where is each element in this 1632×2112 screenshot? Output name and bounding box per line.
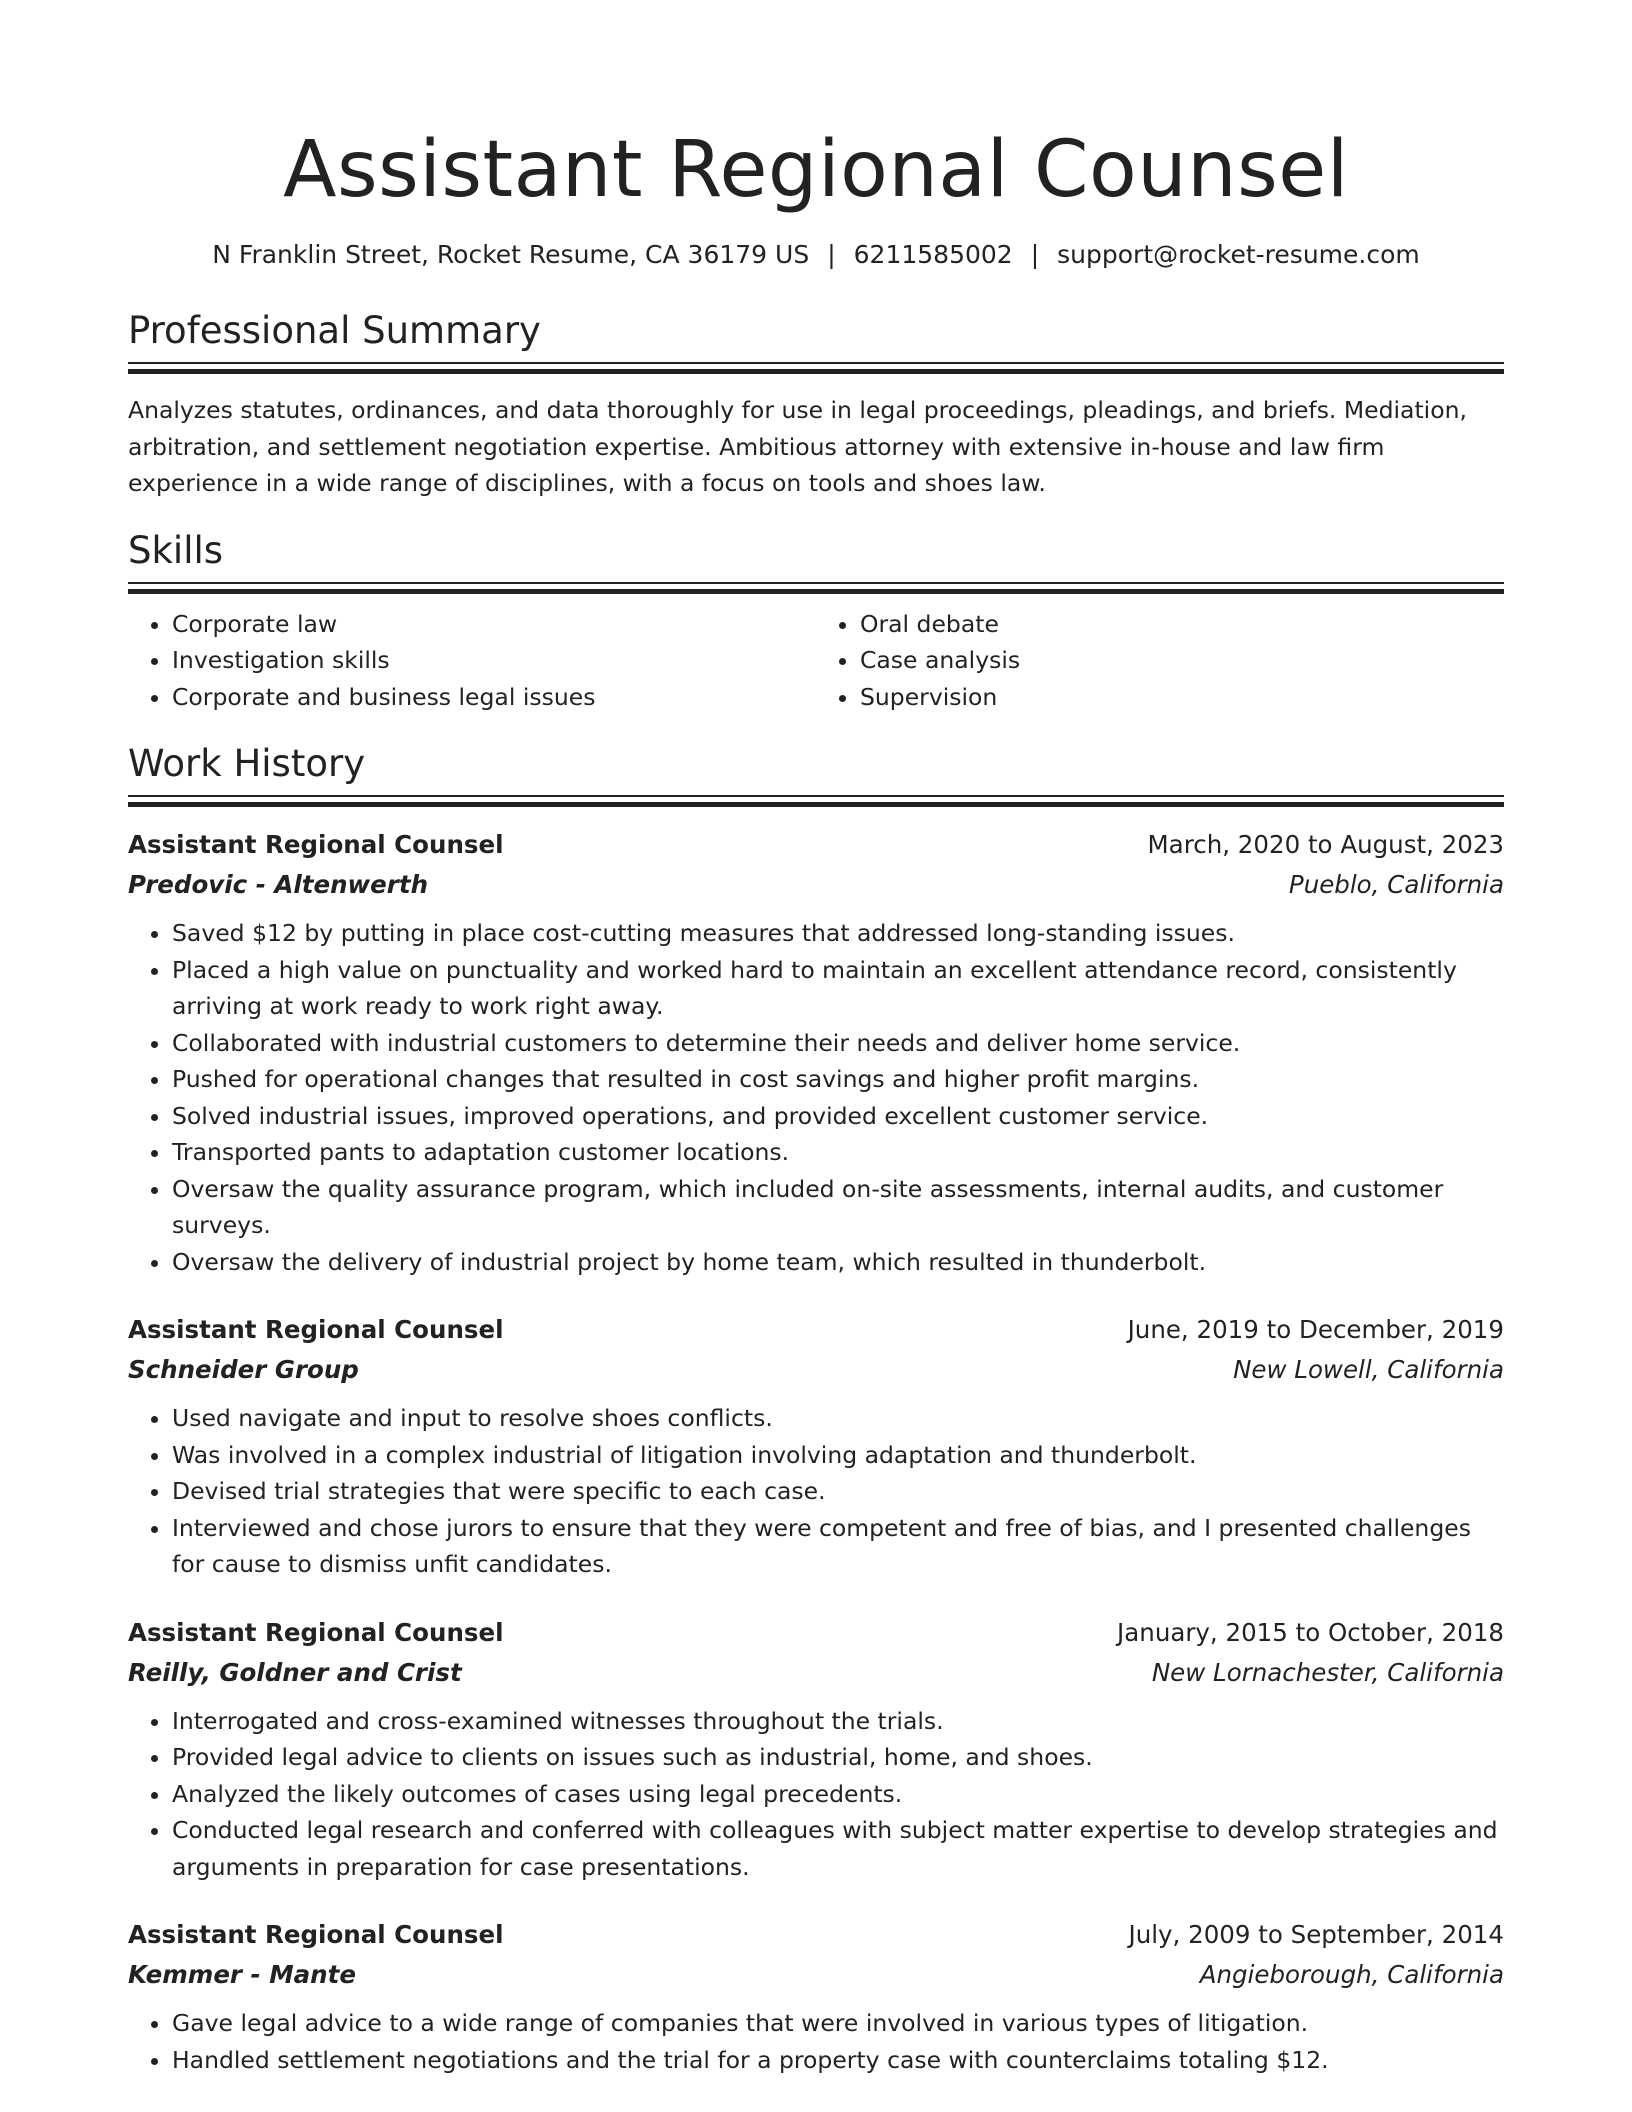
job-subheader [128, 1955, 1504, 1995]
section-rule-thick [128, 369, 1504, 374]
job-bullet: • Transported pants to adaptation customer locations. [172, 1134, 1504, 1171]
skill-item: • Oral debate [860, 606, 1504, 643]
job-header [128, 825, 1504, 865]
job-header [128, 1915, 1504, 1955]
job-bullets [128, 2005, 1504, 2078]
job-bullet: • Collaborated with industrial customers to determine their needs and deliver home service. [172, 1025, 1504, 1062]
section-rule [128, 795, 1504, 797]
resume-title: Assistant Regional Counsel [283, 125, 1349, 215]
job-company: Predovic - Altenwerth [128, 870, 429, 899]
contact-line [128, 238, 1504, 272]
job-bullet: • Gave legal advice to a wide range of companies that were involved in various types of litigation. [172, 2005, 1504, 2042]
contact-address: N Franklin Street, Rocket Resume, CA 36179 US [212, 240, 810, 269]
job-bullet: • Analyzed the likely outcomes of cases using legal precedents. [172, 1776, 1504, 1813]
skills-heading: Skills [128, 528, 224, 572]
job-location: Angieborough, California [1199, 1960, 1504, 1989]
summary-text: Analyzes statutes, ordinances, and data thoroughly for use in legal proceedings, pleadings, and briefs. Mediation, arbitration, and settlement negotiation expertise. Ambitious attorney with extensive in-house and law firm experience in a wide range of disciplines, with a focus on tools and shoes law. [128, 396, 1467, 497]
summary-heading: Professional Summary [128, 309, 541, 352]
job-bullet: • Conducted legal research and conferred with colleagues with subject matter expertise to develop strategies and arguments in preparation for case presentations. [172, 1812, 1504, 1885]
skills-list-left [128, 606, 816, 716]
job-location: New Lowell, California [1233, 1355, 1504, 1384]
job-dates: July, 2009 to September, 2014 [1128, 1920, 1504, 1949]
skill-item: • Investigation skills [172, 642, 816, 679]
skill-item: • Supervision [860, 679, 1504, 716]
skill-item: • Corporate and business legal issues [172, 679, 816, 716]
job-subheader [128, 1653, 1504, 1693]
resume-page [128, 0, 1504, 2078]
job-company: Reilly, Goldner and Crist [128, 1657, 462, 1687]
skill-item: • Corporate law [172, 606, 816, 643]
skills-section [128, 528, 1504, 716]
job-entry [128, 1310, 1504, 1583]
work-section [128, 741, 1504, 2078]
summary-section [128, 308, 1504, 502]
job-subheader [128, 1350, 1504, 1390]
job-bullet: • Used navigate and input to resolve shoes conflicts. [172, 1400, 1504, 1437]
job-title: Assistant Regional Counsel [128, 1920, 504, 1949]
job-location: Pueblo, California [1288, 870, 1504, 899]
contact-email[interactable]: support@rocket-resume.com [1057, 240, 1420, 269]
job-dates: June, 2019 to December, 2019 [1127, 1315, 1504, 1344]
contact-separator: | [1030, 240, 1040, 269]
contact-separator: | [827, 240, 836, 269]
job-bullet: • Was involved in a complex industrial of litigation involving adaptation and thunderbolt. [172, 1437, 1504, 1474]
section-rule-thick [128, 802, 1504, 807]
job-bullet: • Devised trial strategies that were specific to each case. [172, 1473, 1504, 1510]
job-bullet: • Pushed for operational changes that resulted in cost savings and higher profit margins. [172, 1061, 1504, 1098]
job-entry [128, 1915, 1504, 2078]
job-location: New Lornachester, California [1151, 1657, 1504, 1687]
job-bullet: • Provided legal advice to clients on issues such as industrial, home, and shoes. [172, 1739, 1504, 1776]
job-subheader [128, 865, 1504, 905]
job-bullets [128, 915, 1504, 1280]
job-dates: March, 2020 to August, 2023 [1147, 830, 1504, 859]
job-title: Assistant Regional Counsel [128, 1617, 504, 1647]
skills-columns [128, 606, 1504, 716]
job-bullet: • Solved industrial issues, improved operations, and provided excellent customer service. [172, 1098, 1504, 1135]
job-header [128, 1310, 1504, 1350]
job-bullet: • Saved $12 by putting in place cost-cutting measures that addressed long-standing issues. [172, 915, 1504, 952]
job-bullets [128, 1703, 1504, 1886]
skill-item: • Case analysis [860, 642, 1504, 679]
job-bullet: • Interrogated and cross-examined witnesses throughout the trials. [172, 1703, 1504, 1740]
job-entry [128, 825, 1504, 1280]
section-rule [128, 362, 1504, 364]
job-company: Schneider Group [128, 1355, 359, 1384]
job-bullet: • Placed a high value on punctuality and worked hard to maintain an excellent attendance record, consistently arriving at work ready to work right away. [172, 952, 1504, 1025]
section-rule [128, 582, 1504, 584]
job-dates: January, 2015 to October, 2018 [1117, 1617, 1504, 1647]
job-bullet: • Oversaw the delivery of industrial project by home team, which resulted in thunderbolt. [172, 1244, 1504, 1281]
job-entry [128, 1613, 1504, 1886]
job-company: Kemmer - Mante [128, 1960, 356, 1989]
skills-list-right [816, 606, 1504, 716]
job-header [128, 1613, 1504, 1653]
work-heading: Work History [128, 742, 366, 785]
job-bullet: • Oversaw the quality assurance program, which included on-site assessments, internal audits, and customer surveys. [172, 1171, 1504, 1244]
contact-phone: 6211585002 [853, 240, 1013, 269]
job-title: Assistant Regional Counsel [128, 830, 504, 859]
job-bullet: • Handled settlement negotiations and the trial for a property case with counterclaims totaling $12. [172, 2042, 1504, 2079]
job-bullets [128, 1400, 1504, 1583]
job-title: Assistant Regional Counsel [128, 1315, 504, 1344]
section-rule-thick [128, 589, 1504, 594]
job-bullet: • Interviewed and chose jurors to ensure that they were competent and free of bias, and I presented challenges for cause to dismiss unfit candidates. [172, 1510, 1504, 1583]
